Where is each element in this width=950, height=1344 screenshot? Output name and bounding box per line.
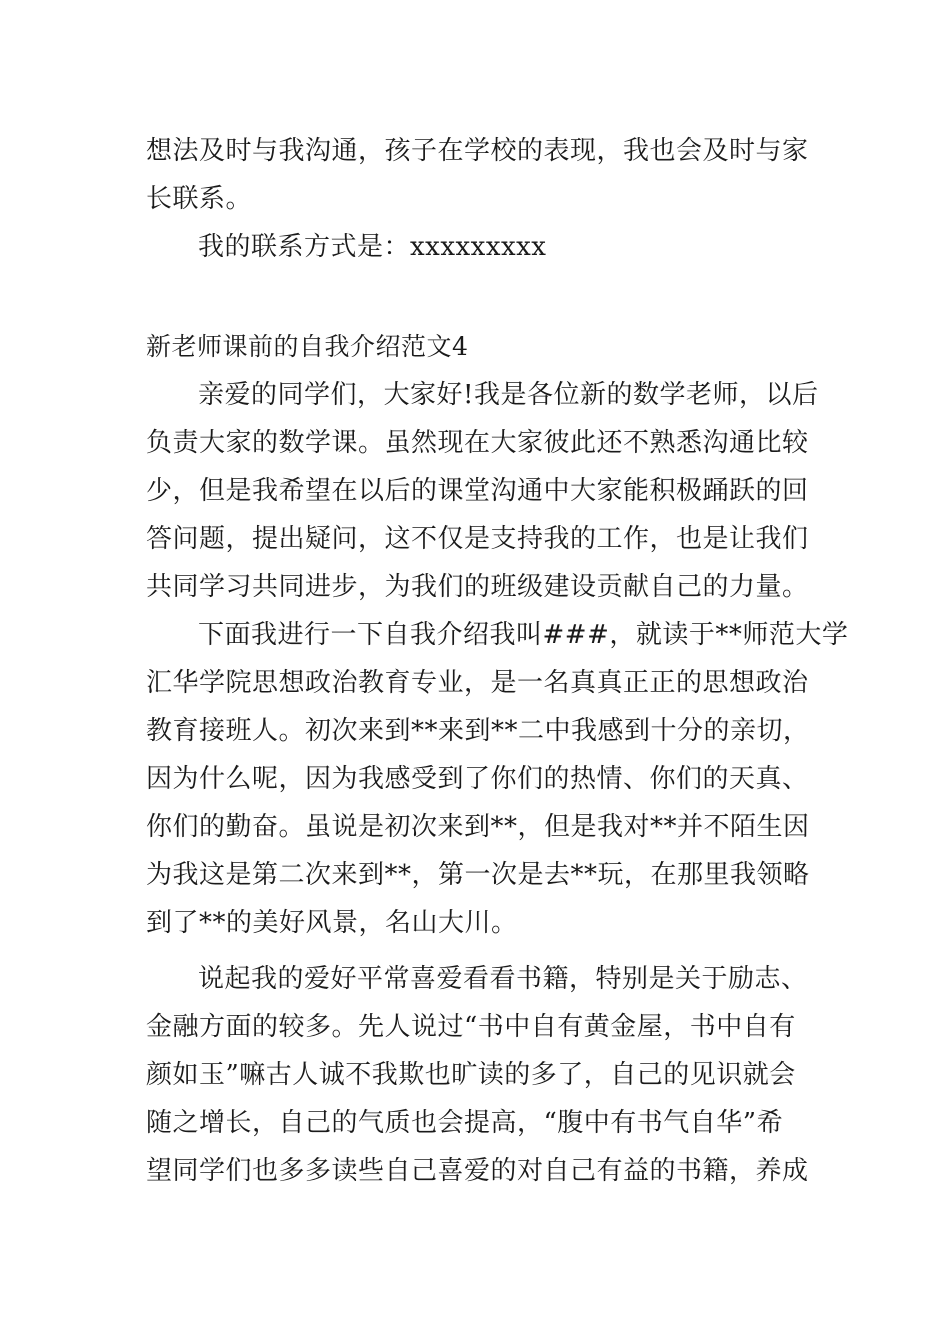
document-page — [146, 127, 849, 1195]
text-line: 少，但是我希望在以后的课堂沟通中大家能积极踊跃的回 — [146, 476, 809, 506]
text-line: 为我这是第二次来到**，第一次是去**玩，在那里我领略 — [146, 860, 810, 890]
text-line: 共同学习共同进步，为我们的班级建设贡献自己的力量。 — [146, 572, 809, 602]
text-line: 汇华学院思想政治教育专业，是一名真真正正的思想政治 — [146, 668, 809, 698]
text-line: 金融方面的较多。先人说过“书中自有黄金屋，书中自有 — [146, 1012, 796, 1042]
text-line: 教育接班人。初次来到**来到**二中我感到十分的亲切， — [146, 716, 810, 746]
text-line: 想法及时与我沟通，孩子在学校的表现，我也会及时与家 — [146, 136, 809, 166]
text-line: 下面我进行一下自我介绍我叫###，就读于**师范大学 — [198, 620, 849, 650]
text-line: 答问题，提出疑问，这不仅是支持我的工作，也是让我们 — [146, 524, 809, 554]
blank-line — [146, 271, 806, 323]
contact-line: 我的联系方式是：xxxxxxxxx — [198, 232, 547, 262]
text-line: 颜如玉”嘛古人诚不我欺也旷读的多了，自己的见识就会 — [146, 1060, 796, 1090]
section-title: 新老师课前的自我介绍范文4 — [146, 332, 469, 361]
paragraph-greeting — [146, 371, 819, 611]
paragraph-hobbies — [146, 955, 809, 1195]
section-heading — [146, 323, 806, 371]
contact-paragraph — [146, 223, 806, 271]
text-line: 你们的勤奋。虽说是初次来到**，但是我对**并不陌生因 — [146, 812, 810, 842]
text-line: 随之增长，自己的气质也会提高，“腹中有书气自华”希 — [146, 1108, 784, 1138]
text-line: 到了**的美好风景，名山大川。 — [146, 908, 518, 938]
paragraph-introduction — [146, 611, 849, 947]
text-line: 亲爱的同学们，大家好!我是各位新的数学老师，以后 — [198, 380, 819, 410]
text-line: 望同学们也多多读些自己喜爱的对自己有益的书籍，养成 — [146, 1156, 809, 1186]
text-line: 因为什么呢，因为我感受到了你们的热情、你们的天真、 — [146, 764, 809, 794]
paragraph-previous — [146, 127, 809, 223]
text-line: 负责大家的数学课。虽然现在大家彼此还不熟悉沟通比较 — [146, 428, 809, 458]
text-line: 说起我的爱好平常喜爱看看书籍，特别是关于励志、 — [198, 964, 808, 994]
text-line: 长联系。 — [146, 184, 253, 214]
